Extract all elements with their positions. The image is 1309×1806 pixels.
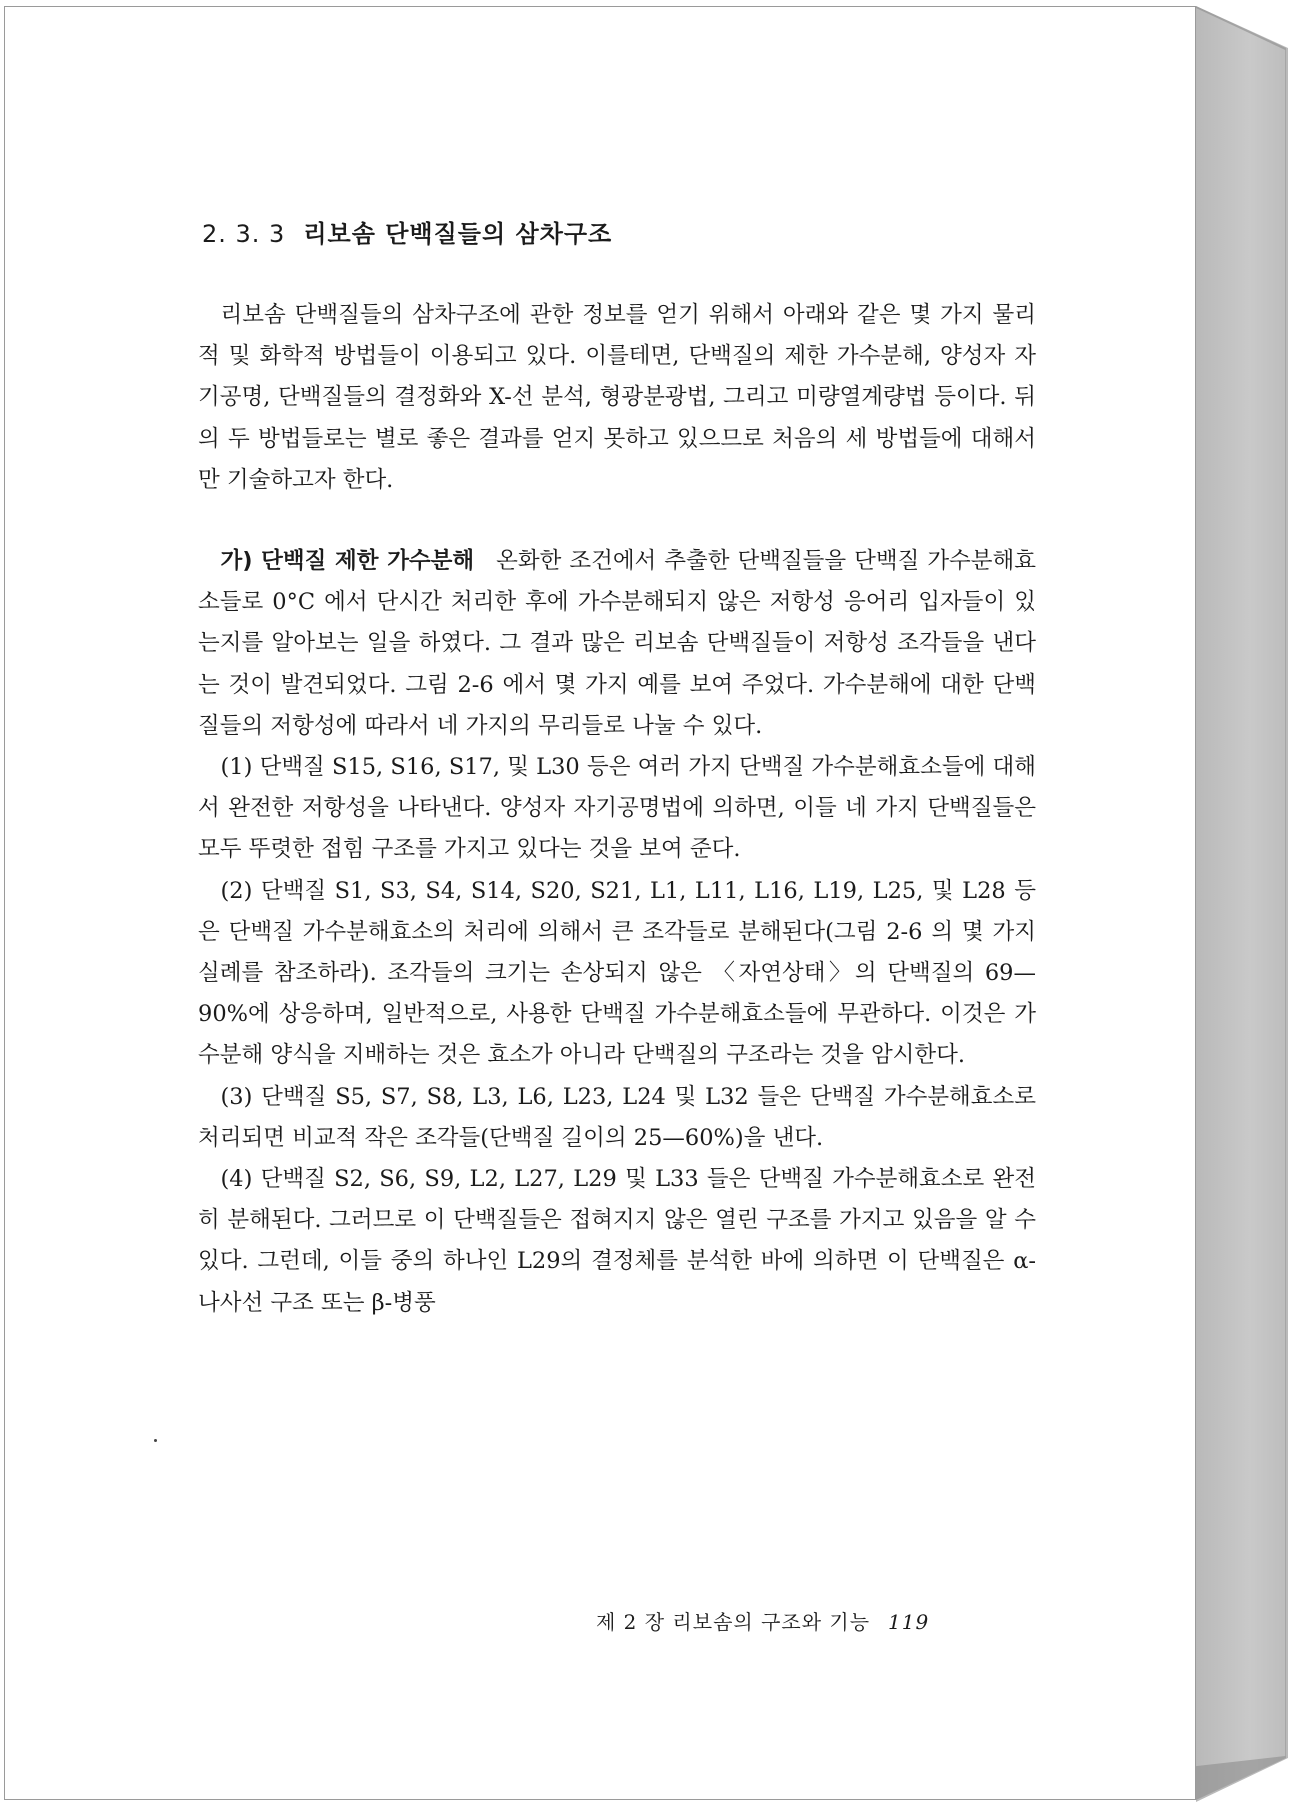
list-item-2: (2) 단백질 S1, S3, S4, S14, S20, S21, L1, L11, L16, L19, L25, 및 L28 등은 단백질 가수분해효소의 처리에 의해서 큰 조각들로 분해된다(그림 2-6 의 몇 가지 실례를 참조하라). 조각들의 크기는 손상되지 않은 〈자연상태〉의 단백질의 69—90%에 상응하며, 일반적으로, 사용한 단백질 가수분해효소들에 무관하다. 이것은 가수분해 양식을 지배하는 것은 효소가 아니라 단백질의 구조라는 것을 암시한다. [198, 877, 1036, 1069]
page-number: 119 [888, 1610, 930, 1634]
section-heading [202, 214, 1036, 249]
subsection-a-label: 가) 단백질 제한 가수분해 [220, 548, 475, 575]
section-title: 리보솜 단백질들의 삼차구조 [303, 220, 613, 248]
footer-chapter: 제 2 장 리보솜의 구조와 기능 [596, 1610, 871, 1634]
intro-paragraph: 리보솜 단백질들의 삼차구조에 관한 정보를 얻기 위해서 아래와 같은 몇 가지 물리적 및 화학적 방법들이 이용되고 있다. 이를테면, 단백질의 제한 가수분해, 양성자 자기공명, 단백질들의 결정화와 X-선 분석, 형광분광법, 그리고 미량열계량법 등이다. 뒤의 두 방법들로는 별로 좋은 결과를 얻지 못하고 있으므로 처음의 세 방법들에 대해서만 기술하고자 한다. [198, 302, 1036, 493]
list-item-3: (3) 단백질 S5, S7, S8, L3, L6, L23, L24 및 L32 들은 단백질 가수분해효소로 처리되면 비교적 작은 조각들(단백질 길이의 25—60%)을 낸다. [198, 1083, 1036, 1151]
section-number: 2. 3. 3 [202, 220, 286, 248]
book-edge-side [1196, 6, 1286, 1800]
subsection-a-text: 온화한 조건에서 추출한 단백질들을 단백질 가수분해효소들로 0°C 에서 단시간 처리한 후에 가수분해되지 않은 저항성 응어리 입자들이 있는지를 알아보는 일을 하였다. 그 결과 많은 리보솜 단백질들이 저항성 조각들을 낸다는 것이 발견되었다. 그림 2-6 에서 몇 가지 예를 보여 주었다. 가수분해에 대한 단백질들의 저항성에 따라서 네 가지의 무리들로 나눌 수 있다. [198, 548, 1037, 739]
page-body [198, 200, 1036, 1324]
list-item-4: (4) 단백질 S2, S6, S9, L2, L27, L29 및 L33 들은 단백질 가수분해효소로 완전히 분해된다. 그러므로 이 단백질들은 접혀지지 않은 열린 구조를 가지고 있음을 알 수 있다. 그런데, 이들 중의 하나인 L29의 결정체를 분석한 바에 의하면 이 단백질은 α-나사선 구조 또는 β-병풍 [198, 1166, 1036, 1316]
subsection-a-paragraph [198, 541, 1036, 747]
scan-speck [154, 1439, 157, 1442]
running-footer [596, 1606, 929, 1635]
list-item-1: (1) 단백질 S15, S16, S17, 및 L30 등은 여러 가지 단백질 가수분해효소들에 대해서 완전한 저항성을 나타낸다. 양성자 자기공명법에 의하면, 이들 네 가지 단백질들은 모두 뚜렷한 접힘 구조를 가지고 있다는 것을 보여 준다. [198, 754, 1036, 863]
